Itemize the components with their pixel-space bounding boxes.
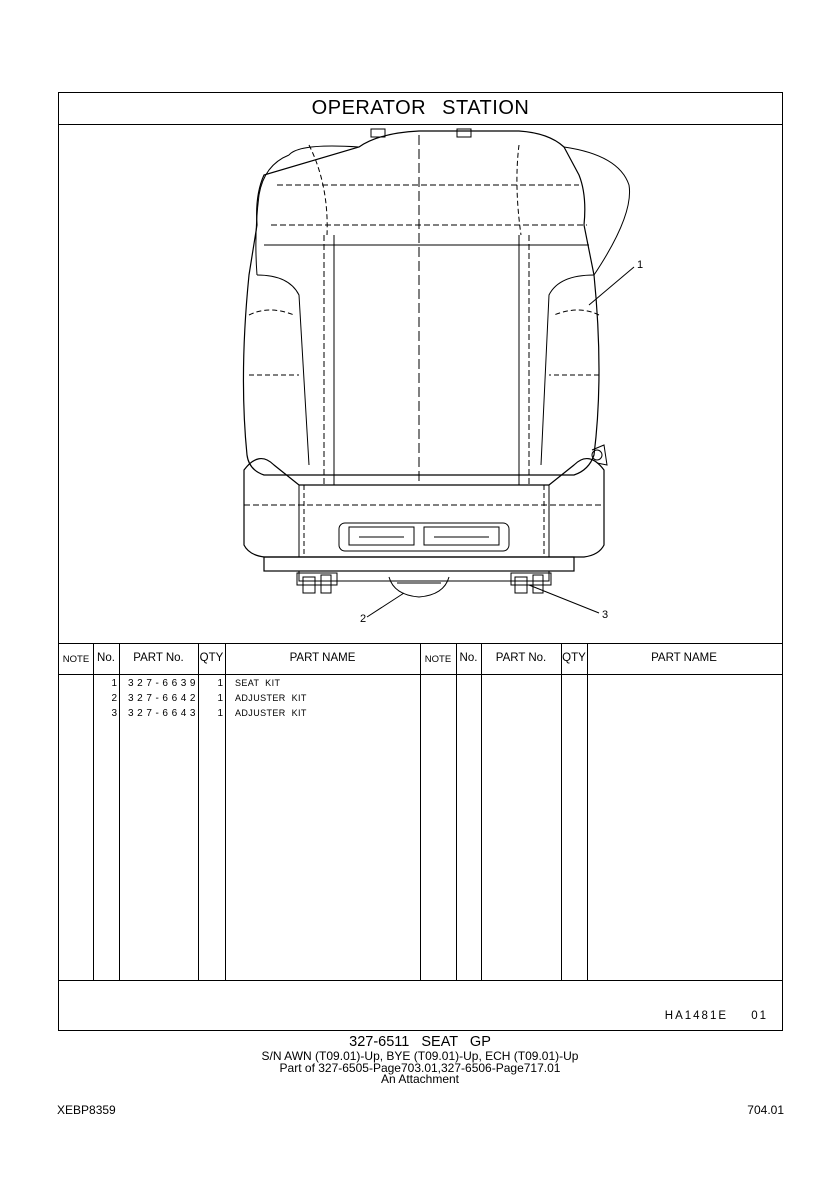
header-divider xyxy=(59,674,782,675)
illustration-ref-area xyxy=(59,980,782,1032)
part-number: 327-6642 xyxy=(128,693,200,704)
item-number: 3 xyxy=(111,708,117,719)
header-part-no-right: PART No. xyxy=(495,652,547,664)
header-part-name: PART NAME xyxy=(289,652,356,664)
attachment-note: An Attachment xyxy=(380,1072,460,1086)
item-number: 2 xyxy=(111,693,117,704)
header-part-name-right: PART NAME xyxy=(651,652,717,664)
table-row xyxy=(59,678,782,693)
item-number: 1 xyxy=(111,678,117,689)
header-part-no: PART No. xyxy=(133,652,184,664)
page-number: 704.01 xyxy=(747,1103,784,1117)
header-note-right: NOTE xyxy=(424,654,452,665)
quantity: 1 xyxy=(217,708,223,719)
document-code: XEBP8359 xyxy=(57,1103,116,1117)
parts-page-frame xyxy=(58,92,783,1031)
parts-table xyxy=(59,643,782,980)
part-name: ADJUSTER KIT xyxy=(235,708,307,718)
quantity: 1 xyxy=(217,678,223,689)
callout-3: 3 xyxy=(602,609,609,621)
part-of-reference: Part of 327-6505-Page703.01,327-6506-Page717.01 xyxy=(279,1061,561,1075)
seat-illustration xyxy=(59,125,782,643)
illustration-ref: HA1481E 01 xyxy=(664,1010,768,1022)
page-title: OPERATOR STATION xyxy=(59,93,782,125)
part-name: ADJUSTER KIT xyxy=(235,693,307,703)
header-qty-right: QTY xyxy=(562,652,586,664)
table-row xyxy=(59,693,782,708)
part-number: 327-6639 xyxy=(128,678,200,689)
part-name: SEAT KIT xyxy=(235,678,281,688)
table-row xyxy=(59,708,782,723)
header-qty: QTY xyxy=(199,652,224,664)
header-no: No. xyxy=(97,652,115,664)
serial-range: S/N AWN (T09.01)-Up, BYE (T09.01)-Up, ECH (T09.01)-Up xyxy=(261,1049,579,1063)
group-title: 327-6511 SEAT GP xyxy=(349,1034,491,1050)
header-no-right: No. xyxy=(459,652,478,664)
callout-2: 2 xyxy=(360,613,367,625)
seat-drawing xyxy=(59,125,781,643)
part-number: 327-6643 xyxy=(128,708,200,719)
callout-1: 1 xyxy=(637,259,644,271)
quantity: 1 xyxy=(217,693,223,704)
header-note: NOTE xyxy=(62,654,90,665)
